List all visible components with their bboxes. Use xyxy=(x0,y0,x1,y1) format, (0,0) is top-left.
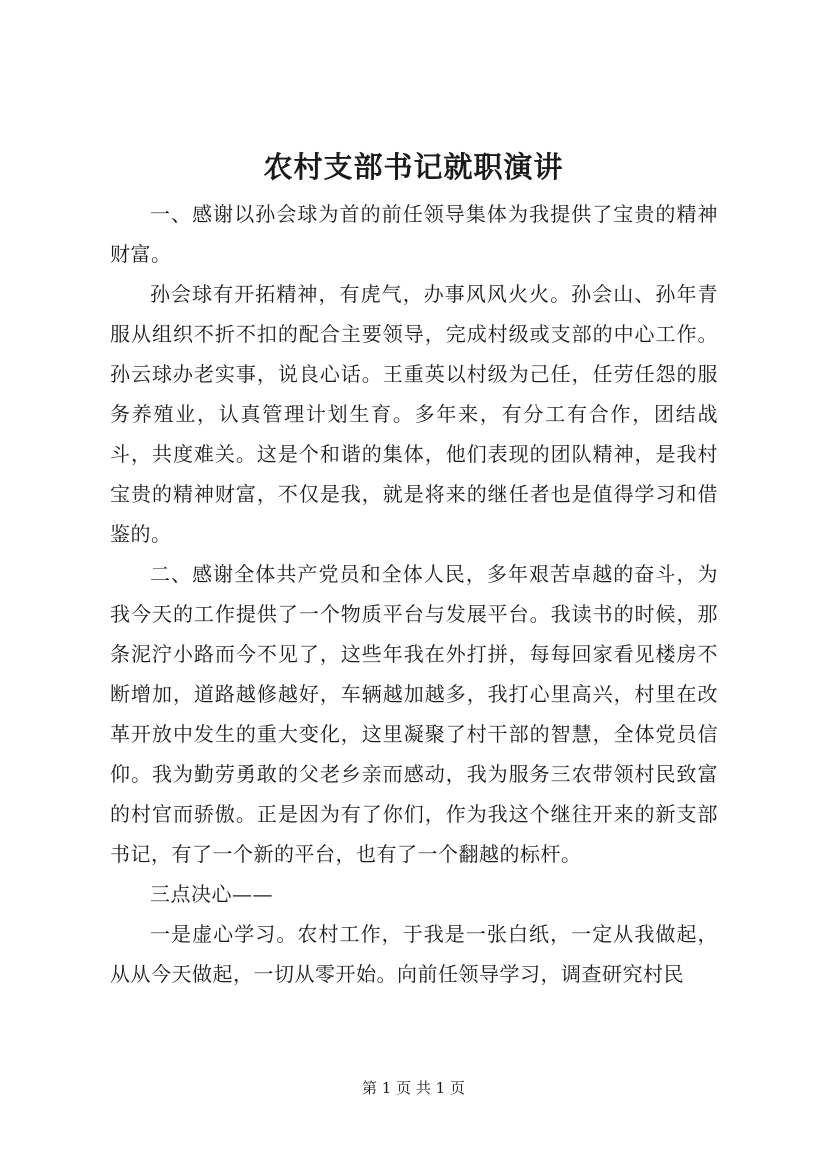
page-footer: 第 1 页 共 1 页 xyxy=(362,1079,465,1097)
paragraph-resolutions-heading: 三点决心—— xyxy=(150,882,273,906)
paragraph-thanks-leadership: 一、感谢以孙会球为首的前任领导集体为我提供了宝贵的精神财富。 xyxy=(110,202,718,266)
document-body xyxy=(110,194,718,994)
paragraph-first-resolution: 一是虚心学习。农村工作，于我是一张白纸，一定从我做起，从从今天做起，一切从零开始。向前任领导学习，调查研究村民 xyxy=(110,922,718,986)
paragraph-thanks-members: 二、感谢全体共产党员和全体人民，多年艰苦卓越的奋斗，为我今天的工作提供了一个物质平台与发展平台。我读书的时候，那条泥泞小路而今不见了，这些年我在外打拼，每每回家看见楼房不断增加，道路越修越好，车辆越加越多，我打心里高兴，村里在改革开放中发生的重大变化，这里凝聚了村干部的智慧，全体党员信仰。我为勤劳勇敢的父老乡亲而感动，我为服务三农带领村民致富的村官而骄傲。正是因为有了你们，作为我这个继往开来的新支部书记，有了一个新的平台，也有了一个翻越的标杆。 xyxy=(110,562,718,866)
paragraph-leadership-details: 孙会球有开拓精神，有虎气，办事风风火火。孙会山、孙年青服从组织不折不扣的配合主要领导，完成村级或支部的中心工作。孙云球办老实事，说良心话。王重英以村级为己任，任劳任怨的服务养殖业，认真管理计划生育。多年来，有分工有合作，团结战斗，共度难关。这是个和谐的集体，他们表现的团队精神，是我村宝贵的精神财富，不仅是我，就是将来的继任者也是值得学习和借鉴的。 xyxy=(110,282,718,546)
document-title: 农村支部书记就职演讲 xyxy=(263,150,564,184)
